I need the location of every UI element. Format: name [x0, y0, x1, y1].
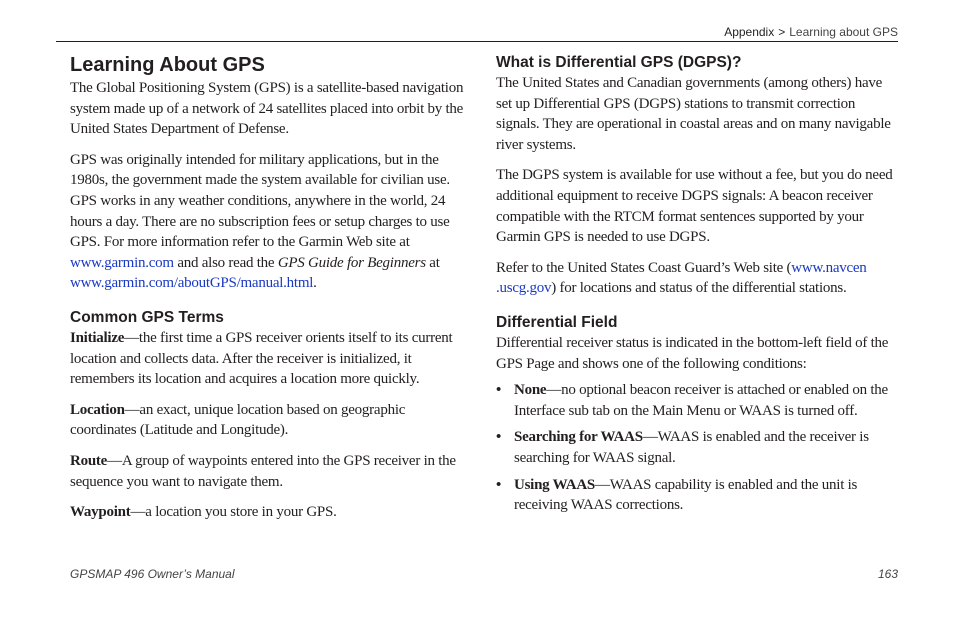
term-definition: —an exact, unique location based on geographic coordinates (Latitude and Longitude). [70, 401, 406, 439]
dgps-paragraph-1: The United States and Canadian governments (among others) have set up Differential GPS (DGPS) stations to transmit correction signals. They are operational in coastal areas and on many navigable river systems. [496, 75, 891, 153]
breadcrumb-current: Learning about GPS [789, 25, 898, 39]
gps-history-mid: and also read the [173, 254, 278, 271]
term-name: Waypoint [70, 504, 131, 521]
page-number: 163 [877, 567, 898, 581]
gps-manual-link[interactable]: www.garmin.com/aboutGPS/manual.html [70, 275, 314, 292]
common-terms-heading: Common GPS Terms [70, 308, 224, 326]
gps-history-text: GPS was originally intended for military applications, but in the 1980s, the government made the system available for civilian use. GPS works in any weather conditions, anywhere in the world, 24 hours a day. There are no subscription fees or setup charges to use GPS. For more information refer to the Garmin Web site at [70, 151, 450, 251]
dgps-p3-start: Refer to the United States Coast Guard’s Web site ( [496, 259, 792, 276]
bullet-icon: • [496, 382, 502, 399]
term-location [70, 400, 472, 441]
term-name: Location [70, 401, 125, 418]
term-route [70, 451, 472, 492]
manual-title: GPSMAP 496 Owner’s Manual [70, 567, 235, 581]
left-column [70, 50, 472, 533]
condition-list [496, 380, 900, 516]
gps-history-end: . [313, 275, 317, 292]
differential-field-heading: Differential Field [496, 313, 618, 331]
condition-definition: —WAAS is enabled and the receiver is searching for WAAS signal. [514, 429, 869, 466]
condition-definition: —WAAS capability is enabled and the unit is receiving WAAS corrections. [514, 476, 858, 514]
differential-field-paragraph: Differential receiver status is indicated in the bottom-left field of the GPS Page and shows one of the following conditions: [496, 334, 889, 372]
term-name: Initialize [70, 329, 125, 346]
breadcrumb-parent: Appendix [724, 25, 775, 39]
condition-definition: —no optional beacon receiver is attached or enabled on the Interface sub tab on the Main Menu or WAAS is turned off. [514, 382, 888, 419]
right-column [496, 50, 900, 522]
term-definition: —a location you store in your GPS. [130, 504, 337, 521]
gps-intro-paragraph: The Global Positioning System (GPS) is a satellite-based navigation system made up of a network of 24 satellites placed into orbit by the United States Department of Defense. [70, 80, 464, 138]
breadcrumb [724, 25, 898, 39]
gps-guide-title: GPS Guide for Beginners [277, 254, 426, 271]
header-rule [56, 41, 898, 42]
gps-history-at: at [425, 254, 440, 271]
list-item [496, 380, 900, 421]
term-name: Route [70, 452, 108, 469]
term-definition: —the first time a GPS receiver orients itself to its current location and collects data. After the receiver is initialized, it remembers its location and acquires a location more quickly. [70, 329, 453, 388]
navcen-link[interactable]: www.navcen .uscg.gov [496, 259, 867, 297]
dgps-paragraph-3 [496, 258, 900, 299]
condition-term: Using WAAS [514, 476, 596, 493]
dgps-p3-end: ) for locations and status of the differential stations. [551, 280, 847, 297]
bullet-icon: • [496, 476, 502, 493]
gps-history-paragraph [70, 150, 472, 294]
page-title: Learning About GPS [70, 54, 265, 76]
dgps-heading: What is Differential GPS (DGPS)? [496, 54, 742, 71]
term-definition: —A group of waypoints entered into the GPS receiver in the sequence you want to navigate them. [70, 452, 456, 490]
condition-term: None [514, 382, 547, 399]
list-item [496, 427, 900, 468]
condition-term: Searching for WAAS [514, 429, 643, 446]
list-item [496, 475, 900, 516]
bullet-icon: • [496, 429, 502, 446]
term-initialize [70, 328, 472, 390]
dgps-paragraph-2: The DGPS system is available for use without a fee, but you do need additional equipment to receive DGPS signals: A beacon receiver compatible with the RTCM format sentences supported by your Garmin GPS is needed to use DGPS. [496, 167, 893, 246]
garmin-link[interactable]: www.garmin.com [70, 254, 174, 271]
breadcrumb-separator: > [778, 25, 786, 39]
term-waypoint [70, 502, 472, 523]
